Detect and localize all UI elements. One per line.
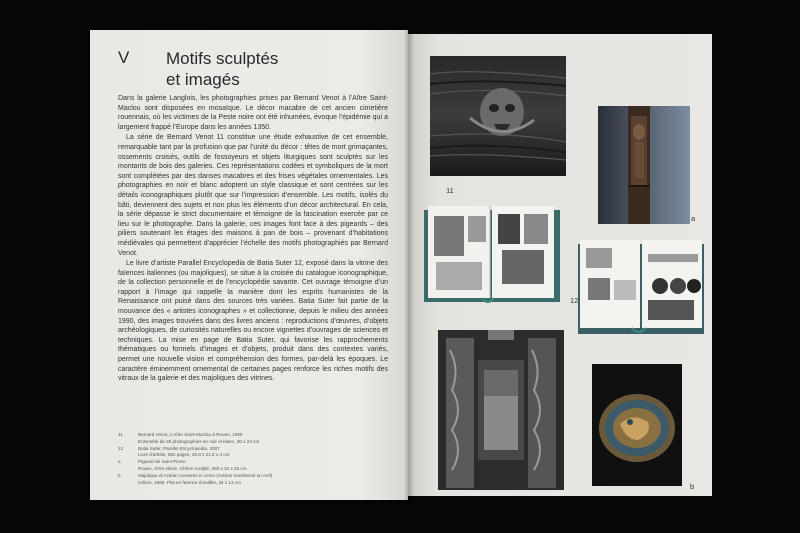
open-booklet xyxy=(90,30,710,500)
caption-key: b xyxy=(118,472,121,478)
captions-list xyxy=(118,432,388,486)
label-photo-pillar: a xyxy=(691,214,696,223)
caption-text: Livre d’artiste, 592 pages, 28,8 x 21,8 x 4 cm xyxy=(138,452,230,458)
paragraph-1: Dans la galerie Langlois, les photographies prises par Bernard Venot à l’Aître Saint-Maclou sont disposées en mosaïque. Le décor macabre de cet ancien cimetière rouennais, où les victimes de la Peste noire ont été inhumées, évoque l’épidémie qui a largement frappé l’Europe dans les années 1350. xyxy=(118,95,388,131)
caption-text: Urbino, 1560. Plat en faïence émaillée, 34 x 13 cm xyxy=(138,479,241,485)
caption-key xyxy=(118,452,132,459)
title-line-1: Motifs sculptés xyxy=(166,49,279,68)
caption-row xyxy=(118,432,388,439)
title-line-2: et imagés xyxy=(166,70,240,89)
caption-text: Rouen, XVIe siècle. Chêne sculpté, 260 x 32 x 25 cm xyxy=(138,465,247,471)
caption-text: Majolique di Actéon converso in cervo (Actéon transformé en cerf) xyxy=(138,472,273,478)
label-photo-top: 11 xyxy=(446,186,454,195)
caption-row xyxy=(118,473,388,480)
caption-key: 12 xyxy=(118,445,124,451)
left-page xyxy=(90,30,408,500)
carved-panel-photo xyxy=(438,330,564,490)
page-title xyxy=(166,48,366,90)
right-page xyxy=(408,34,712,496)
caption-key xyxy=(118,480,132,487)
caption-row xyxy=(118,452,388,459)
caption-row xyxy=(118,480,388,487)
open-book-photo-second xyxy=(576,240,706,336)
caption-key xyxy=(118,466,132,473)
caption-key xyxy=(118,439,132,446)
caption-row xyxy=(118,439,388,446)
caption-row xyxy=(118,466,388,473)
chapter-number: V xyxy=(118,48,130,67)
caption-text: Ensemble de 25 photographies en noir et blanc, 30 x 24 cm xyxy=(138,438,260,444)
caption-text: Batia Suter, Parallel Encyclopedia, 2007 xyxy=(138,445,220,451)
book-gutter xyxy=(404,30,414,500)
open-book-photo xyxy=(422,206,562,306)
caption-text: Pigeard de Saint Pierre. xyxy=(138,459,187,465)
caption-row xyxy=(118,446,388,453)
label-photo-plate: b xyxy=(690,482,695,491)
caption-key: a xyxy=(118,459,121,465)
label-photo-bottom: 11 xyxy=(516,482,524,491)
majolica-plate-photo xyxy=(592,364,682,486)
label-book-one: 12 xyxy=(570,296,579,305)
carved-skull-photo xyxy=(430,56,566,176)
caption-row xyxy=(118,459,388,466)
caption-key: 11 xyxy=(118,432,123,437)
body-text xyxy=(118,94,388,385)
caption-text: Bernard Venot, L’Aître Saint-Maclou à Rouen, 1980 xyxy=(138,432,243,437)
carved-pillar-photo xyxy=(598,106,690,224)
paragraph-3: Le livre d’artiste Parallel Encyclopedia de Batia Suter 12, exposé dans la vitrine des faïences italiennes (ou majoliques), se situe à la croisée du catalogue iconographique, de la collection personnelle et de l’encyclopédie savante. Cet ouvrage témoigne d’un rapport à l’image qui rappelle la manière dont les esprits humanistes de la Renaissance ont puisé dans des sources très variées. Batia Suter fait partie de la mouvance des « artistes iconographes » et collectionne, depuis le milieu des années 1990, des images trouvées dans des livres anciens : reproductions d’œuvres, d’objets archéologiques, de curiosités naturelles ou encore vignettes d’ouvrages de sciences et techniques. La mise en page de Batia Suter, qui favorise les rapprochements thématiques ou formels d’images et d’objets, produit dans des contextes variés, permet une nouvelle vision et compréhension des formes, par-delà les époques. Le caractère éminemment ornemental de certaines pages renforce les riches motifs des vitraux de la galerie et des majoliques des vitrines. xyxy=(118,260,388,383)
paragraph-2: La série de Bernard Venot 11 constitue une étude exhaustive de cet ensemble, remarquable tant par la profusion que par l’unité du décor : têtes de mort grimaçantes, ossements croisés, outils de fossoyeurs et objets liturgiques sont sculptés sur les montants de bois des galeries. Ces représentations codées et symboliques de la mort sont complétées par des danses macabres et des frises végétales ornementales. Les photographies en noir et blanc adoptent un style classique et sont centrées sur les détails iconographiques plutôt que sur l’impression d’ensemble. Les motifs, isolés du bâti, deviennent des sujets et non plus les éléments d’un décor architectural. En cela, la série dépasse le strict documentaire et témoigne de la fascination exercée par ce lieu sur le photographe. Dans la galerie, ces images font face à des pigeards – des piliers soutenant les étages des maisons à pan de bois – provenant d’habitations médiévales qui permettent d’apprécier l’échelle des motifs photographiés par Bernard Venot. xyxy=(118,134,388,257)
